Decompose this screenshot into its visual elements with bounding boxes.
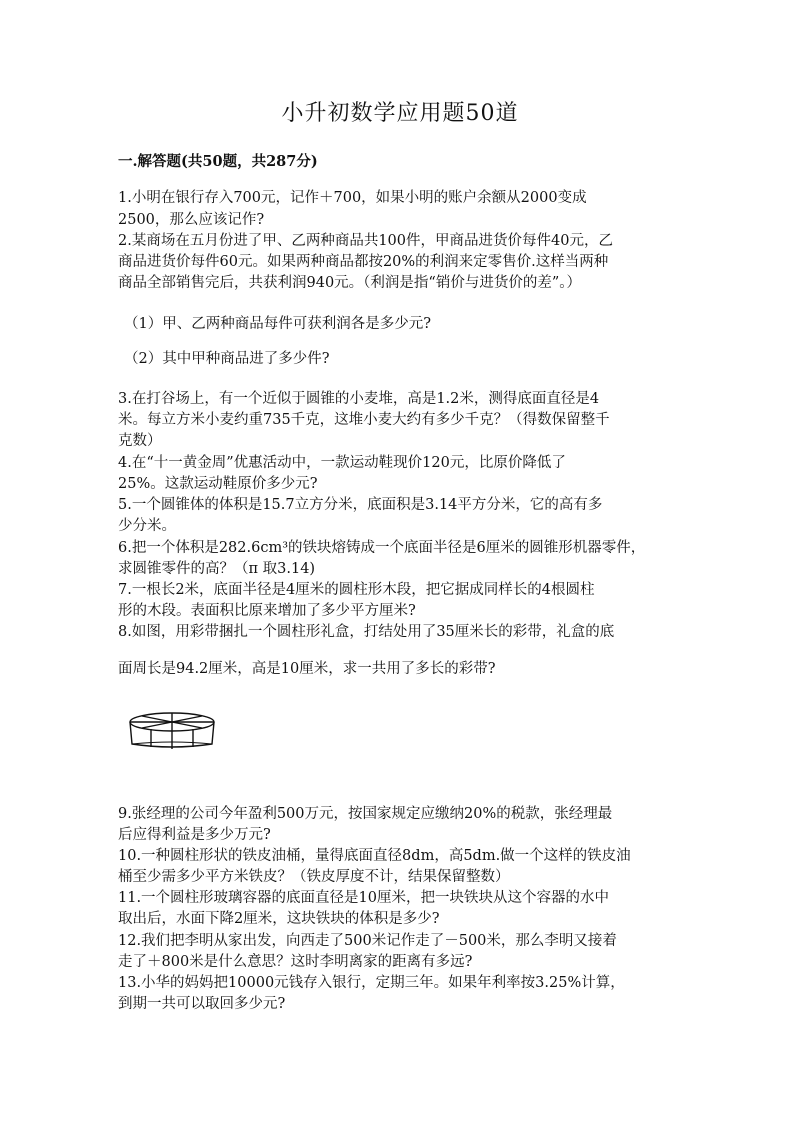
question-3-line-3: 克数）: [118, 433, 162, 449]
question-9-line-1: 9.张经理的公司今年盈利500万元，按国家规定应缴纳20%的税款，张经理最: [118, 806, 613, 822]
question-13-line-1: 13.小华的妈妈把10000元钱存入银行，定期三年。如果年利率按3.25%计算，: [118, 975, 625, 991]
question-12-line-1: 12.我们把李明从家出发，向西走了500米记作走了－500米，那么李明又接着: [118, 933, 617, 949]
question-7-line-1: 7.一根长2米，底面半径是4厘米的圆柱形木段，把它据成同样长的4根圆柱: [118, 582, 595, 598]
question-8-line-1: 8.如图，用彩带捆扎一个圆柱形礼盒，打结处用了35厘米长的彩带，礼盒的底: [118, 624, 615, 640]
question-2-sub-2: （2）其中甲种商品进了多少件?: [124, 351, 330, 367]
question-3-line-2: 米。每立方米小麦约重735千克，这堆小麦大约有多少千克？（得数保留整千: [118, 412, 610, 428]
question-5-line-1: 5.一个圆锥体的体积是15.7立方分米，底面积是3.14平方分米，它的高有多: [118, 497, 603, 513]
question-12-line-2: 走了＋800米是什么意思？这时李明离家的距离有多远?: [118, 954, 473, 970]
cylinder-gift-box-figure: [128, 710, 220, 756]
page-title: 小升初数学应用题50道: [281, 101, 519, 126]
question-2-sub-1: （1）甲、乙两种商品每件可获利润各是多少元?: [124, 316, 431, 332]
question-10-line-1: 10.一种圆柱形状的铁皮油桶，量得底面直径8dm，高5dm.做一个这样的铁皮油: [118, 848, 631, 864]
section-heading: 一.解答题(共50题，共287分): [118, 153, 318, 170]
question-5-line-2: 少分米。: [118, 518, 176, 534]
question-4-line-2: 25%。这款运动鞋原价多少元?: [118, 476, 318, 492]
question-1-line-1: 1.小明在银行存入700元，记作＋700，如果小明的账户余额从2000变成: [118, 190, 587, 206]
question-2-line-3: 商品全部销售完后，共获利润940元。（利润是指“销价与进货价的差”。）: [118, 275, 581, 291]
question-7-line-2: 形的木段。表面积比原来增加了多少平方厘米?: [118, 603, 416, 619]
question-1-line-2: 2500，那么应该记作?: [118, 212, 265, 228]
question-10-line-2: 桶至少需多少平方米铁皮？（铁皮厚度不计，结果保留整数）: [118, 869, 510, 885]
question-11-line-1: 11.一个圆柱形玻璃容器的底面直径是10厘米，把一块铁块从这个容器的水中: [118, 890, 610, 906]
question-13-line-2: 到期一共可以取回多少元?: [118, 996, 286, 1012]
question-9-line-2: 后应得利益是多少万元?: [118, 827, 271, 843]
question-4-line-1: 4.在“十一黄金周”优惠活动中，一款运动鞋现价120元，比原价降低了: [118, 455, 566, 471]
question-2-line-1: 2.某商场在五月份进了甲、乙两种商品共100件，甲商品进货价每件40元，乙: [118, 233, 613, 249]
question-8-line-2: 面周长是94.2厘米，高是10厘米，求一共用了多长的彩带?: [118, 661, 496, 677]
question-2-line-2: 商品进货价每件60元。如果两种商品都按20%的利润来定零售价.这样当两种: [118, 254, 609, 270]
question-6-line-1: 6.把一个体积是282.6cm³的铁块熔铸成一个底面半径是6厘米的圆锥形机器零件，: [118, 540, 646, 556]
question-3-line-1: 3.在打谷场上，有一个近似于圆锥的小麦堆，高是1.2米，测得底面直径是4: [118, 391, 600, 407]
question-6-line-2: 求圆锥零件的高？（π 取3.14): [118, 561, 316, 577]
question-11-line-2: 取出后，水面下降2厘米，这块铁块的体积是多少?: [118, 911, 440, 927]
